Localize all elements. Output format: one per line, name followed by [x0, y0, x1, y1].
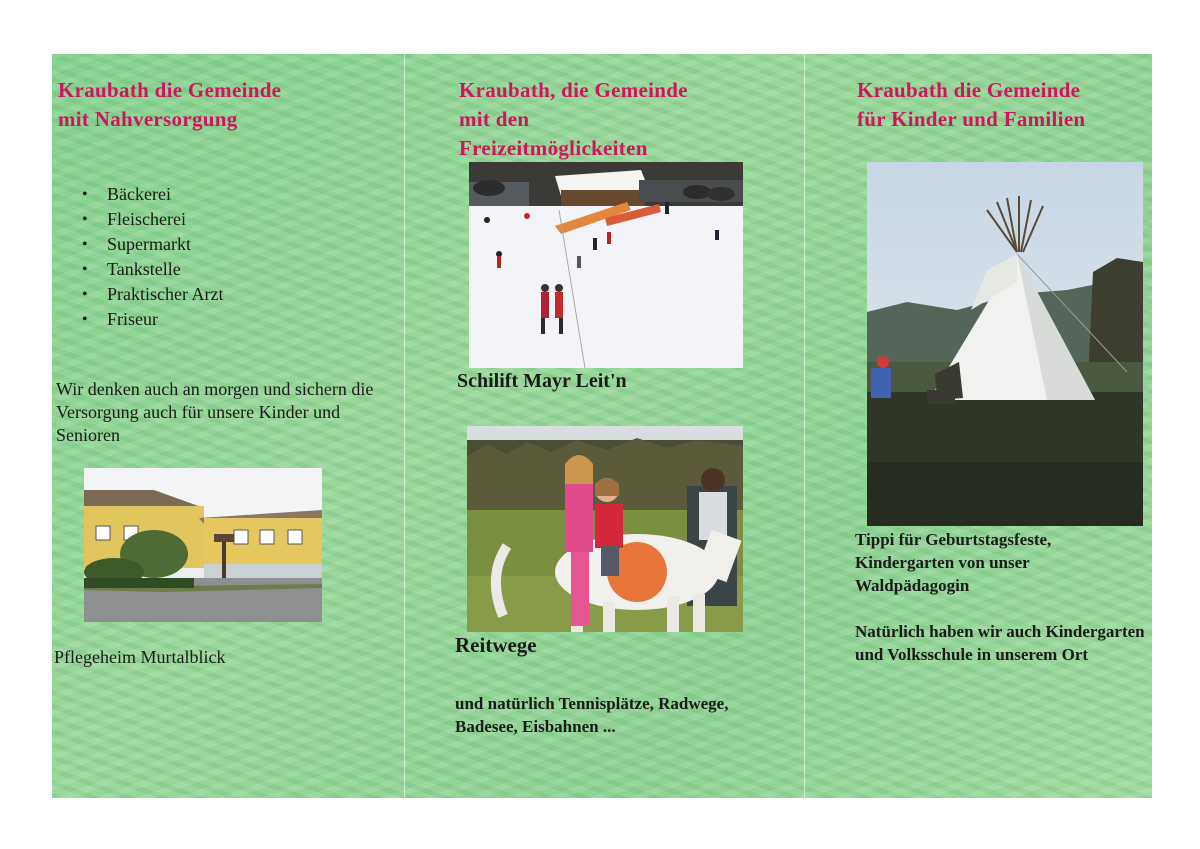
riding-caption: Reitwege: [455, 633, 537, 657]
care-paragraph: Wir denken auch an morgen und sichern die Versorgung auch für unsere Kinder und Senioren: [56, 379, 374, 445]
bullet-icon: •: [82, 186, 88, 203]
pony-riding-photo: [467, 426, 743, 632]
bullet-icon: •: [82, 261, 88, 278]
nursing-home-photo: [84, 468, 322, 622]
ski-lift-photo: [469, 162, 743, 368]
service-label: Praktischer Arzt: [107, 284, 224, 304]
list-item: [80, 232, 223, 257]
school-text: Natürlich haben wir auch Kindergarten und Volksschule in unserem Ort: [855, 622, 1145, 664]
tipi-text: Tippi für Geburtstagsfeste, Kindergarten von unser Waldpädagogin: [855, 530, 1052, 595]
service-label: Fleischerei: [107, 209, 186, 229]
bullet-icon: •: [82, 311, 88, 328]
more-activities-text: und natürlich Tennisplätze, Radwege, Badesee, Eisbahnen ...: [455, 694, 729, 736]
list-item: [80, 282, 223, 307]
bullet-icon: •: [82, 211, 88, 228]
ski-lift-caption: Schilift Mayr Leit'n: [457, 370, 627, 392]
service-label: Friseur: [107, 309, 158, 329]
panel-supply: [52, 54, 404, 798]
tipi-photo: [867, 162, 1143, 526]
list-item: [80, 182, 223, 207]
list-item: [80, 257, 223, 282]
heading-supply: Kraubath die Gemeinde mit Nahversorgung: [58, 78, 282, 131]
bullet-icon: •: [82, 236, 88, 253]
service-label: Tankstelle: [107, 259, 181, 279]
service-label: Supermarkt: [107, 234, 191, 254]
panel-families: [804, 54, 1153, 798]
list-item: [80, 207, 223, 232]
heading-leisure: Kraubath, die Gemeinde mit den Freizeitmöglickeiten: [459, 78, 688, 160]
services-list: [80, 182, 223, 332]
bullet-icon: •: [82, 286, 88, 303]
brochure-sheet: [52, 54, 1152, 798]
panel-leisure: [404, 54, 805, 798]
nursing-home-caption: Pflegeheim Murtalblick: [54, 647, 226, 667]
list-item: [80, 307, 223, 332]
service-label: Bäckerei: [107, 184, 171, 204]
heading-families: Kraubath die Gemeinde für Kinder und Familien: [857, 78, 1086, 131]
